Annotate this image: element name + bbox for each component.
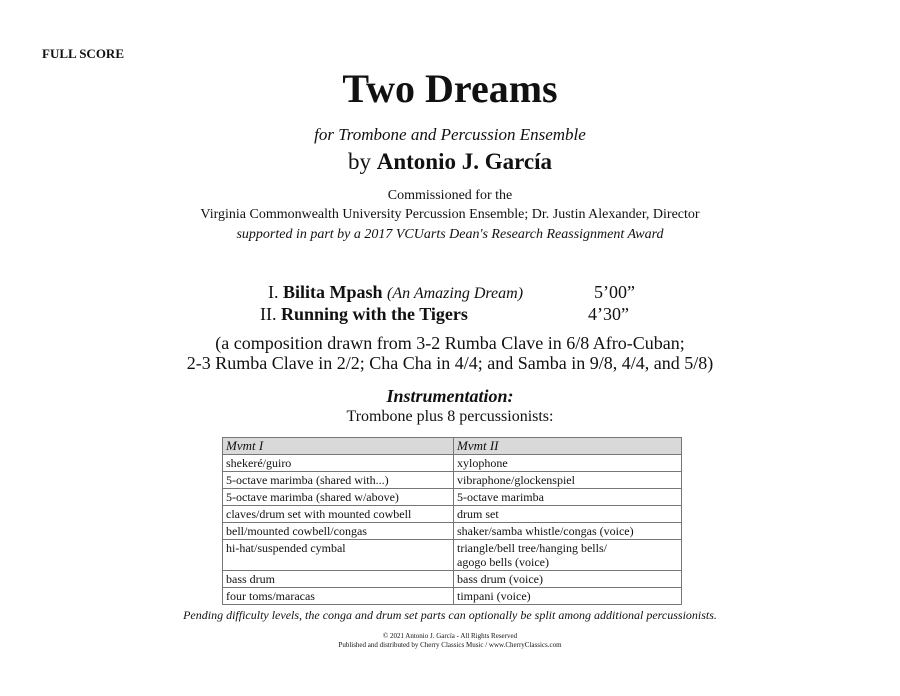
movement-subtitle: (An Amazing Dream) xyxy=(387,285,524,302)
movement-list xyxy=(260,282,654,324)
table-cell: xylophone xyxy=(454,455,682,472)
movement-numeral: II. xyxy=(260,304,277,324)
table-cell: shaker/samba whistle/congas (voice) xyxy=(454,523,682,540)
piece-subtitle: for Trombone and Percussion Ensemble xyxy=(314,125,586,144)
table-cell: claves/drum set with mounted cowbell xyxy=(223,506,454,523)
commission-line-3: supported in part by a 2017 VCUarts Dean's Research Reassignment Award xyxy=(236,227,664,242)
table-cell: four toms/maracas xyxy=(223,588,454,605)
instrumentation-heading: Instrumentation: xyxy=(386,386,514,406)
table-cell: bell/mounted cowbell/congas xyxy=(223,523,454,540)
table-row xyxy=(223,506,682,523)
instrumentation-note: Pending difficulty levels, the conga and drum set parts can optionally be split among additional percussionists. xyxy=(183,608,717,622)
movement-item xyxy=(268,282,654,304)
movement-item xyxy=(260,304,654,324)
composer-name: Antonio J. García xyxy=(376,149,553,174)
table-row xyxy=(223,523,682,540)
table-row xyxy=(223,472,682,489)
publisher-notice: Published and distributed by Cherry Classics Music / www.CherryClassics.com xyxy=(338,641,562,649)
table-header-row xyxy=(223,438,682,455)
table-row xyxy=(223,455,682,472)
table-row xyxy=(223,571,682,588)
table-cell: 5-octave marimba (shared with...) xyxy=(223,472,454,489)
table-row xyxy=(223,588,682,605)
movement-duration: 5’00” xyxy=(594,282,635,302)
movement-name: Running with the Tigers xyxy=(281,304,468,324)
table-cell: drum set xyxy=(454,506,682,523)
table-cell: timpani (voice) xyxy=(454,588,682,605)
column-header-mvmt-2: Mvmt II xyxy=(454,438,682,455)
table-cell: bass drum (voice) xyxy=(454,571,682,588)
copyright-notice: © 2021 Antonio J. García - All Rights Reserved xyxy=(382,632,518,640)
piece-title: Two Dreams xyxy=(342,66,558,111)
commission-line-2: Virginia Commonwealth University Percussion Ensemble; Dr. Justin Alexander, Director xyxy=(200,207,700,222)
instrumentation-table xyxy=(222,437,682,605)
table-row xyxy=(223,540,682,571)
table-cell: shekeré/guiro xyxy=(223,455,454,472)
byline-prefix: by xyxy=(347,149,371,174)
table-cell: 5-octave marimba (shared w/above) xyxy=(223,489,454,506)
composer-byline xyxy=(0,148,900,176)
description-line-1: (a composition drawn from 3-2 Rumba Clave in 6/8 Afro-Cuban; xyxy=(215,333,685,353)
commission-line-1: Commissioned for the xyxy=(387,188,513,203)
table-cell: bass drum xyxy=(223,571,454,588)
table-cell: hi-hat/suspended cymbal xyxy=(223,540,454,571)
movement-duration: 4’30” xyxy=(588,304,629,324)
score-type-label: FULL SCORE xyxy=(42,46,124,61)
table-cell: 5-octave marimba xyxy=(454,489,682,506)
movement-numeral: I. xyxy=(268,282,279,302)
column-header-mvmt-1: Mvmt I xyxy=(223,438,454,455)
composition-description xyxy=(0,333,900,373)
table-row xyxy=(223,489,682,506)
description-line-2: 2-3 Rumba Clave in 2/2; Cha Cha in 4/4; and Samba in 9/8, 4/4, and 5/8) xyxy=(186,353,714,373)
movement-name: Bilita Mpash xyxy=(283,282,383,302)
table-cell: vibraphone/glockenspiel xyxy=(454,472,682,489)
table-cell: triangle/bell tree/hanging bells/ agogo bells (voice) xyxy=(454,540,682,571)
instrumentation-subheading: Trombone plus 8 percussionists: xyxy=(346,408,554,425)
